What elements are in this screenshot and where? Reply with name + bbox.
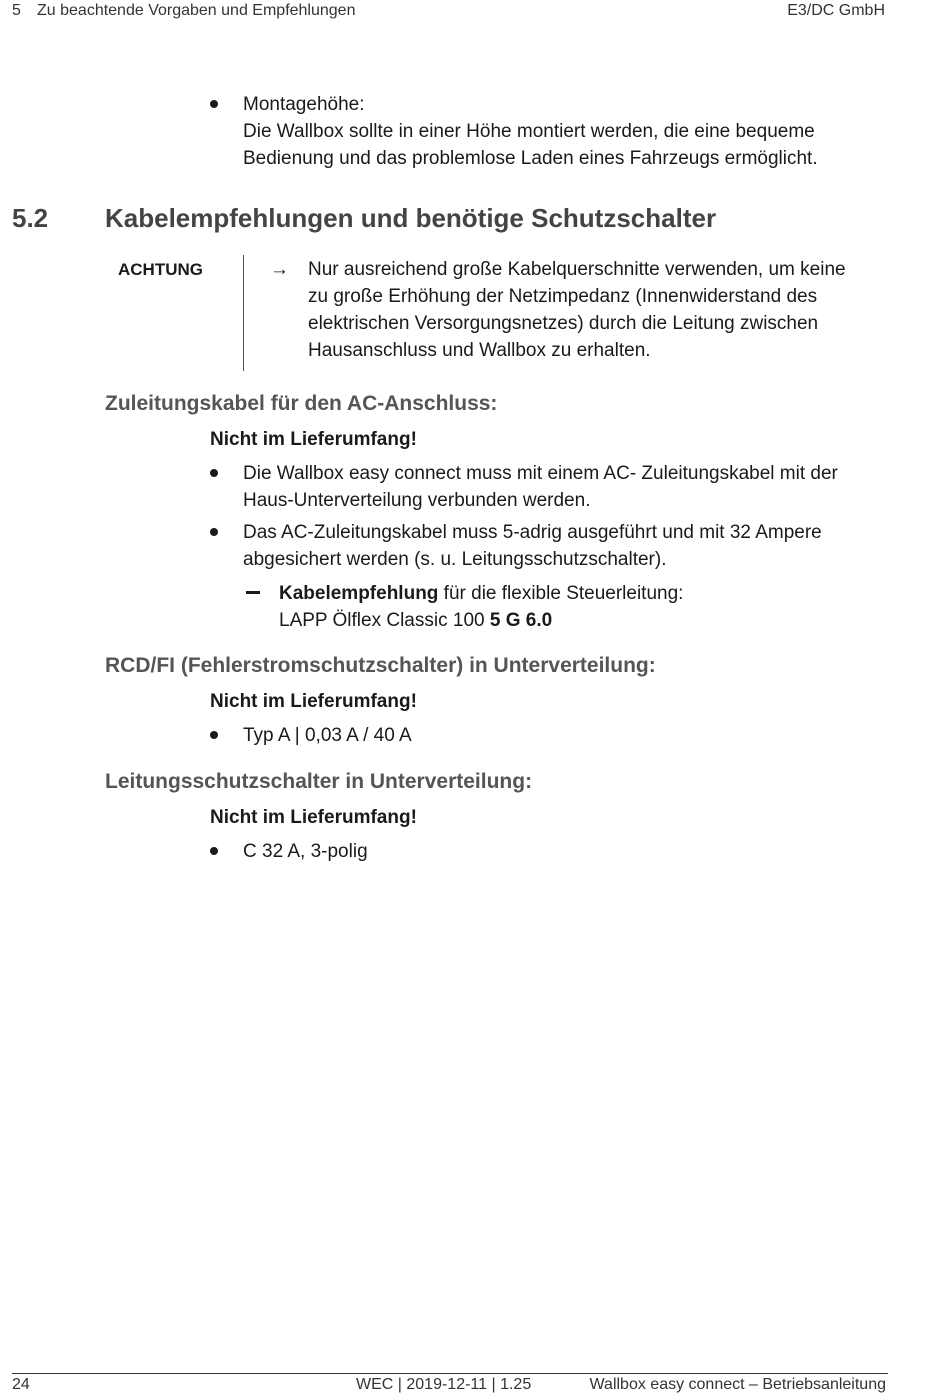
notice-line: zu große Erhöhung der Netzimpedanz (Innenwiderstand des (308, 286, 818, 307)
bullet-icon (210, 469, 218, 477)
bullet-icon (210, 847, 218, 855)
notice-line: elektrischen Versorgungsnetzes) durch die Leitung zwischen (308, 313, 819, 334)
footer-doc-info: WEC | 2019-12-11 | 1.25 (356, 1376, 532, 1393)
intro-bullet-line: Bedienung und das problemlose Laden eines Fahrzeugs ermöglicht. (243, 148, 818, 169)
header-chapter-title: Zu beachtende Vorgaben und Empfehlungen (37, 2, 356, 19)
supply-cable-bullet-line: Haus-Unterverteilung verbunden werden. (243, 490, 591, 511)
breaker-heading: Leitungsschutzschalter in Unterverteilung: (105, 770, 533, 793)
rcd-heading: RCD/FI (Fehlerstromschutzschalter) in Unterverteilung: (105, 654, 656, 677)
cable-recommendation-label: Kabelempfehlung (279, 583, 439, 604)
rcd-bullet: Typ A | 0,03 A / 40 A (243, 725, 412, 746)
notice-divider (243, 255, 244, 371)
notice-label: ACHTUNG (118, 260, 203, 279)
supply-cable-bullet-line: abgesichert werden (s. u. Leitungsschutzschalter). (243, 549, 667, 570)
bullet-icon (210, 100, 218, 108)
footer-divider (12, 1373, 888, 1374)
intro-bullet-line: Die Wallbox sollte in einer Höhe montiert werden, die eine bequeme (243, 121, 815, 142)
cable-model (279, 607, 552, 634)
cable-recommendation-text: für die flexible Steuerleitung: (438, 583, 684, 604)
bullet-icon (210, 731, 218, 739)
notice-line: Nur ausreichend große Kabelquerschnitte verwenden, um keine (308, 259, 846, 280)
supply-cable-heading: Zuleitungskabel für den AC-Anschluss: (105, 392, 498, 415)
footer-page-number: 24 (12, 1376, 30, 1393)
supply-cable-bullet-line: Das AC-Zuleitungskabel muss 5-adrig ausgeführt und mit 32 Ampere (243, 522, 822, 543)
cable-model-name: LAPP Ölflex Classic 100 (279, 610, 490, 631)
bullet-icon (210, 528, 218, 536)
section-number: 5.2 (12, 203, 49, 233)
intro-bullet-title: Montagehöhe: (243, 94, 365, 115)
header-chapter-number: 5 (12, 2, 21, 19)
rcd-not-included: Nicht im Lieferumfang! (210, 691, 417, 712)
breaker-not-included: Nicht im Lieferumfang! (210, 807, 417, 828)
supply-cable-not-included: Nicht im Lieferumfang! (210, 429, 417, 450)
footer-doc-title: Wallbox easy connect – Betriebsanleitung (589, 1376, 886, 1393)
breaker-bullet: C 32 A, 3-polig (243, 841, 368, 862)
supply-cable-bullet-line: Die Wallbox easy connect muss mit einem AC- Zuleitungskabel mit der (243, 463, 838, 484)
cable-recommendation (279, 580, 683, 607)
notice-line: Hausanschluss und Wallbox zu erhalten. (308, 340, 651, 361)
header-company: E3/DC GmbH (787, 2, 885, 19)
dash-icon (246, 591, 260, 594)
arrow-right-icon: → (270, 259, 289, 280)
section-title: Kabelempfehlungen und benötige Schutzschalter (105, 203, 717, 233)
cable-model-spec: 5 G 6.0 (489, 610, 553, 631)
